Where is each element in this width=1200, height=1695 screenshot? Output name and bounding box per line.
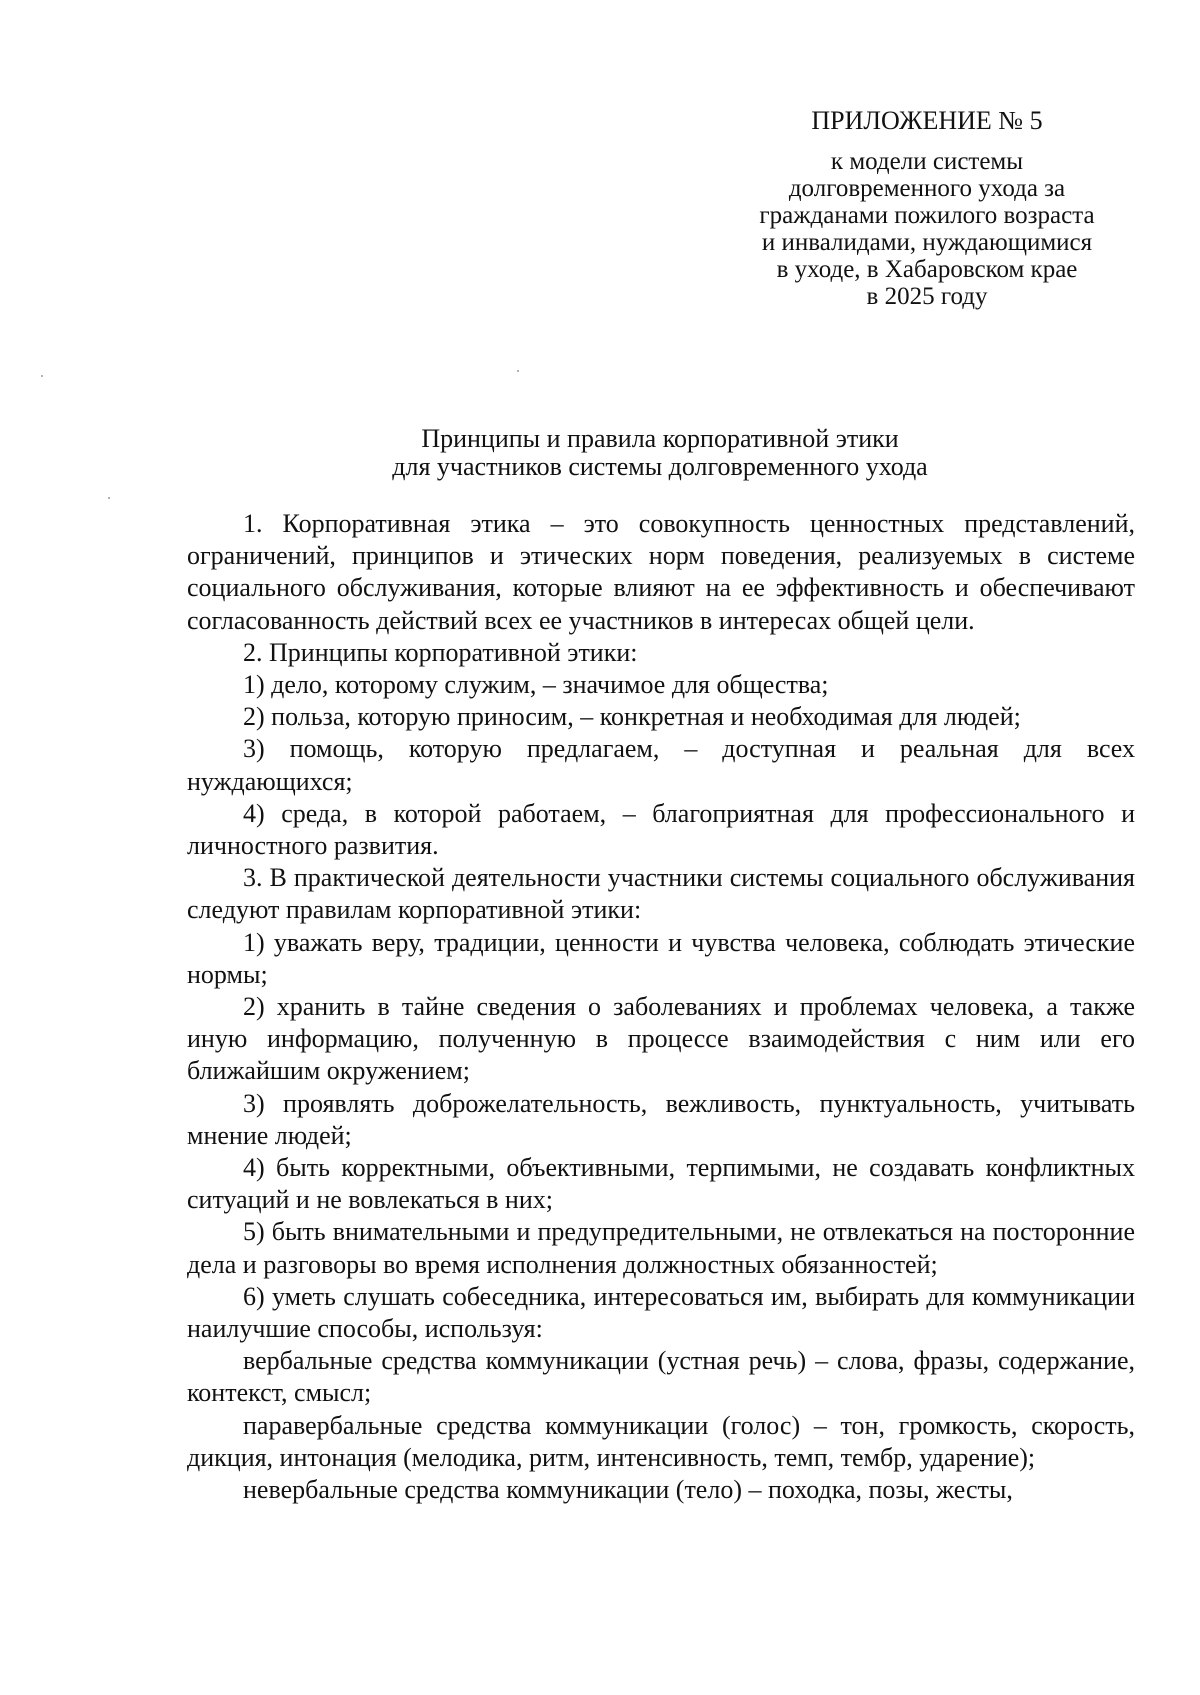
appendix-line: в 2025 году xyxy=(866,283,988,310)
title-line-1: Принципы и правила корпоративной этики xyxy=(421,424,899,453)
list-item: 1) дело, которому служим, – значимое для общества; xyxy=(243,670,829,700)
appendix-heading: ПРИЛОЖЕНИЕ № 5 xyxy=(811,106,1043,135)
list-item: 5) быть внимательными и предупредительными, не отвлекаться на посторонние дела и разговоры во время исполнения должностных обязанностей; xyxy=(187,1217,1135,1279)
list-item: 3) проявлять доброжелательность, вежливость, пунктуальность, учитывать мнение людей; xyxy=(187,1088,1135,1150)
list-item: 2) хранить в тайне сведения о заболеваниях и проблемах человека, а также иную информацию, полученную в процессе взаимодействия с ним или его ближайшим окружением; xyxy=(187,992,1135,1086)
appendix-line: долговременного ухода за xyxy=(788,175,1066,202)
list-item: 3) помощь, которую предлагаем, – доступная и реальная для всех нуждающихся; xyxy=(187,734,1135,796)
appendix-line: гражданами пожилого возраста xyxy=(759,202,1095,229)
document-body xyxy=(187,508,1135,1506)
appendix-line: к модели системы xyxy=(830,148,1024,175)
appendix-block xyxy=(727,104,1127,310)
list-item: 1) уважать веру, традиции, ценности и чувства человека, соблюдать этические нормы; xyxy=(187,927,1135,989)
sub-item: невербальные средства коммуникации (тело) – походка, позы, жесты, xyxy=(243,1475,1013,1505)
scan-speck xyxy=(108,497,110,499)
document-title xyxy=(190,425,1130,481)
sub-item: вербальные средства коммуникации (устная речь) – слова, фразы, содержание, контекст, смысл; xyxy=(187,1346,1135,1408)
appendix-line: в уходе, в Хабаровском крае xyxy=(776,256,1078,283)
list-item: 4) среда, в которой работаем, – благоприятная для профессионального и личностного развития. xyxy=(187,798,1135,861)
list-item: 6) уметь слушать собеседника, интересоваться им, выбирать для коммуникации наилучшие способы, используя: xyxy=(187,1281,1135,1344)
paragraph: 3. В практической деятельности участники системы социального обслуживания следуют правилам корпоративной этики: xyxy=(187,863,1135,925)
scan-speck xyxy=(41,375,43,377)
list-item: 4) быть корректными, объективными, терпимыми, не создавать конфликтных ситуаций и не вовлекаться в них; xyxy=(187,1153,1135,1215)
paragraph: 2. Принципы корпоративной этики: xyxy=(243,637,638,667)
appendix-line: и инвалидами, нуждающимися xyxy=(761,229,1093,256)
list-item: 2) польза, которую приносим, – конкретная и необходимая для людей; xyxy=(243,702,1021,732)
scan-speck xyxy=(517,370,519,372)
sub-item: паравербальные средства коммуникации (голос) – тон, громкость, скорость, дикция, интонация (мелодика, ритм, интенсивность, темп, тембр, ударение); xyxy=(187,1410,1135,1472)
title-line-2: для участников системы долговременного ухода xyxy=(392,452,928,481)
paragraph: 1. Корпоративная этика – это совокупность ценностных представлений, ограничений, принципов и этических норм поведения, реализуемых в системе социального обслуживания, которые влияют на ее эффективность и обеспечивают согласованность действий всех ее участников в интересах общей цели. xyxy=(187,509,1135,635)
